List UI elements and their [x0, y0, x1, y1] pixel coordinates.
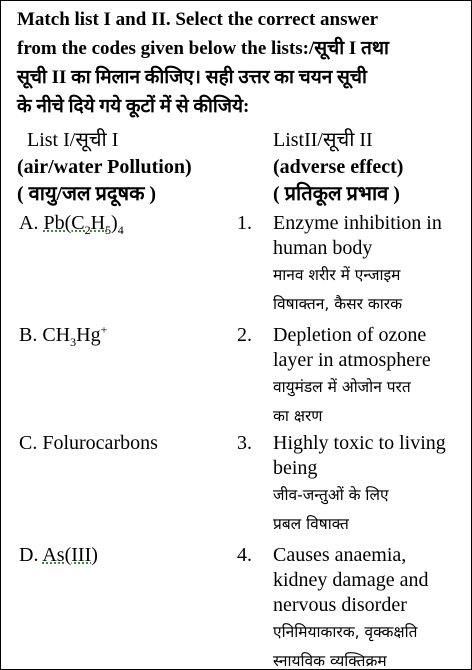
list2-item-3	[273, 431, 469, 539]
item-text: As(III)	[42, 544, 98, 566]
question-text	[17, 5, 463, 121]
effect-hindi: प्रबल विषाक्त	[273, 515, 349, 533]
question-line: सूची II का मिलान कीजिए। सही उत्तर का चयन सूची	[17, 67, 367, 88]
item-letter: D.	[19, 544, 39, 566]
list1-header	[17, 127, 249, 208]
list1-item-d	[19, 543, 98, 568]
item-text: Folurocarbons	[42, 432, 158, 454]
effect-line: Enzyme inhibition in	[273, 212, 442, 234]
formula-tetraethyl-lead: $Pb(C_2H_5)_4$	[43, 212, 124, 237]
effect-hindi: विषाक्तन, कैसर कारक	[273, 295, 403, 313]
list2-item-1	[273, 211, 469, 319]
effect-line: human body	[273, 237, 373, 259]
list2-number: 4.	[237, 544, 252, 566]
effect-line: nervous disorder	[273, 594, 407, 616]
list2-hindi: ( प्रतिकूल प्रभाव )	[273, 183, 400, 205]
question-line: from the codes given below the lists:/सूची I तथा	[17, 38, 389, 59]
effect-line: layer in atmosphere	[273, 349, 431, 371]
effect-line: kidney damage and	[273, 569, 429, 591]
effect-hindi: का क्षरण	[273, 407, 323, 425]
effect-line: being	[273, 457, 318, 479]
effect-line: Depletion of ozone	[273, 324, 427, 346]
effect-hindi: मानव शरीर में एन्जाइम	[273, 266, 401, 284]
effect-line: Causes anaemia,	[273, 544, 407, 566]
list1-item-a	[19, 211, 124, 236]
formula-methylmercury: $CH_3Hg^+$	[42, 322, 108, 349]
effect-hindi: जीव-जन्तुओं के लिए	[273, 486, 389, 504]
item-letter: B.	[19, 324, 38, 346]
effect-hindi: स्नायविक व्यक्तिक्रम	[273, 652, 387, 670]
list2-header	[273, 127, 469, 208]
list2-number: 1.	[237, 212, 252, 234]
question-line: के नीचे दिये गये कूटों में से कीजिये:	[17, 96, 250, 117]
list2-item-4	[273, 543, 469, 670]
list1-subtitle: (air/water Pollution)	[17, 156, 192, 178]
effect-hindi: वायुमंडल में ओजोन परत	[273, 378, 411, 396]
list2-item-2	[273, 323, 469, 431]
list2-number: 3.	[237, 432, 252, 454]
item-letter: A.	[19, 212, 39, 234]
list2-number: 2.	[237, 324, 252, 346]
list2-subtitle: (adverse effect)	[273, 156, 404, 178]
list1-hindi: ( वायु/जल प्रदूषक )	[17, 183, 157, 205]
effect-hindi: एनिमियाकारक, वृक्कक्षति	[273, 623, 418, 641]
list2-title: ListII/सूची II	[273, 129, 373, 151]
item-letter: C.	[19, 432, 38, 454]
effect-line: Highly toxic to living	[273, 432, 446, 454]
list1-item-c	[19, 431, 158, 456]
list1-item-b	[19, 323, 107, 348]
question-line: Match list I and II. Select the correct answer	[17, 9, 379, 30]
list1-title: List I/सूची I	[27, 129, 119, 151]
